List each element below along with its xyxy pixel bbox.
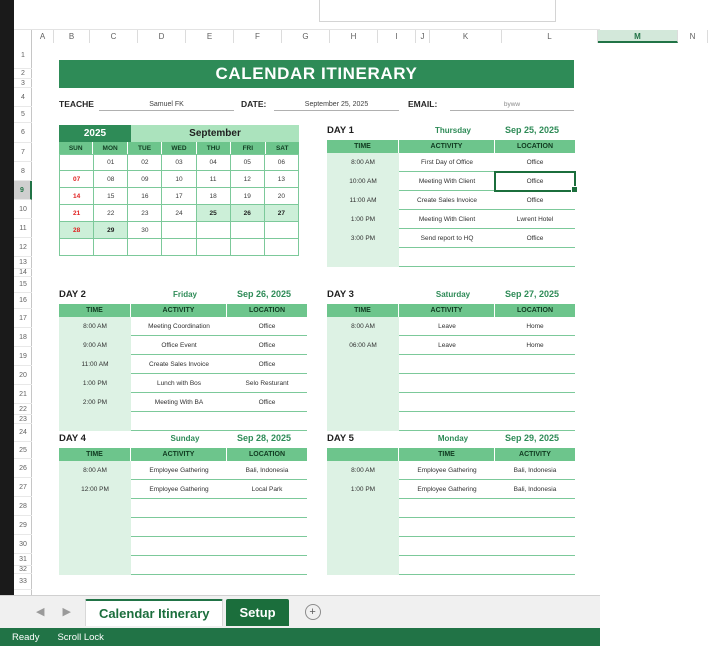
row-header-12[interactable]: 12 xyxy=(14,238,32,257)
cell-location[interactable]: Office xyxy=(495,191,575,210)
row-header-21[interactable]: 21 xyxy=(14,385,32,404)
next-sheet-icon[interactable]: ▶ xyxy=(62,605,71,618)
day-date: Sep 28, 2025 xyxy=(236,433,292,443)
calendar-day-empty[interactable] xyxy=(59,239,94,256)
day-panel-4[interactable] xyxy=(59,433,307,575)
day-header xyxy=(327,289,575,304)
column-header-blank xyxy=(327,448,399,461)
calendar-dow-sun: SUN xyxy=(59,142,93,154)
cell-location[interactable]: Bali, Indonesia xyxy=(495,480,575,499)
row-header-4[interactable]: 4 xyxy=(14,88,32,107)
day-number: DAY 3 xyxy=(327,289,354,300)
table-row[interactable] xyxy=(59,336,307,355)
cell-time[interactable]: 8:00 AM xyxy=(327,317,399,336)
calendar-day-14[interactable]: 14 xyxy=(59,188,94,205)
row-header-11[interactable]: 11 xyxy=(14,219,32,238)
cell-time[interactable]: 8:00 AM xyxy=(327,153,399,172)
cell-time[interactable] xyxy=(327,355,399,374)
column-header-a[interactable]: A xyxy=(32,30,54,43)
table-row[interactable] xyxy=(327,480,575,499)
row-header-25[interactable]: 25 xyxy=(14,442,32,459)
calendar-day-02[interactable]: 02 xyxy=(128,154,162,171)
calendar-day-empty[interactable] xyxy=(265,222,299,239)
column-header-n[interactable]: N xyxy=(678,30,708,43)
calendar-title-row xyxy=(59,125,299,142)
cell-activity[interactable]: Employee Gathering xyxy=(131,480,227,499)
table-row[interactable] xyxy=(327,191,575,210)
day-weekday: Saturday xyxy=(435,290,471,299)
row-header-26[interactable]: 26 xyxy=(14,459,32,478)
cell-activity[interactable]: Leave xyxy=(399,317,495,336)
table-row[interactable] xyxy=(59,317,307,336)
cell-time[interactable]: 11:00 AM xyxy=(327,191,399,210)
cell-time[interactable]: 8:00 AM xyxy=(327,461,399,480)
table-row[interactable] xyxy=(327,518,575,537)
left-gutter xyxy=(0,0,14,612)
email-value-field[interactable]: byww xyxy=(450,97,574,111)
day-panel-5[interactable] xyxy=(327,433,575,575)
cell-activity[interactable]: Create Sales Invoice xyxy=(399,191,495,210)
toolbar-panel-outline xyxy=(319,0,556,22)
column-header-location: LOCATION xyxy=(516,143,554,150)
teacher-value-field[interactable]: Samuel FK xyxy=(99,97,234,111)
cell-activity[interactable] xyxy=(399,374,495,393)
cell-location[interactable] xyxy=(495,355,575,374)
calendar-day-empty[interactable] xyxy=(162,239,196,256)
cell-location[interactable]: Office xyxy=(227,317,307,336)
cell-location[interactable] xyxy=(495,393,575,412)
column-header-time: TIME xyxy=(59,304,131,317)
calendar-day-13[interactable]: 13 xyxy=(265,171,299,188)
day-weekday: Thursday xyxy=(434,126,471,135)
cell-location[interactable]: Local Park xyxy=(227,480,307,499)
calendar-day-18[interactable]: 18 xyxy=(197,188,231,205)
cell-time[interactable] xyxy=(327,499,399,518)
calendar-day-24[interactable]: 24 xyxy=(162,205,196,222)
calendar-week-row xyxy=(59,188,299,205)
calendar-day-25[interactable]: 25 xyxy=(197,205,231,222)
column-header-l[interactable]: L xyxy=(502,30,598,43)
cell-time[interactable] xyxy=(59,556,131,575)
calendar-month: September xyxy=(131,125,299,142)
cell-location[interactable] xyxy=(227,518,307,537)
cell-location[interactable]: Home xyxy=(495,317,575,336)
row-header-20[interactable]: 20 xyxy=(14,366,32,385)
calendar-dow-wed: WED xyxy=(162,142,196,154)
cell-location[interactable]: Home xyxy=(495,336,575,355)
cell-activity[interactable]: Create Sales Invoice xyxy=(131,355,227,374)
calendar-day-empty[interactable] xyxy=(265,239,299,256)
month-calendar[interactable] xyxy=(59,125,299,256)
table-row[interactable] xyxy=(327,556,575,575)
calendar-day-empty[interactable] xyxy=(128,239,162,256)
calendar-day-04[interactable]: 04 xyxy=(197,154,231,171)
calendar-day-empty[interactable] xyxy=(59,154,94,171)
table-row[interactable] xyxy=(59,518,307,537)
calendar-dow-tue: TUE xyxy=(128,142,162,154)
day-date: Sep 29, 2025 xyxy=(504,433,560,443)
status-bar xyxy=(0,628,600,646)
table-row[interactable] xyxy=(327,153,575,172)
table-row[interactable] xyxy=(59,355,307,374)
day-panel-3[interactable] xyxy=(327,289,575,431)
cell-activity[interactable]: Lunch with Bos xyxy=(131,374,227,393)
cell-activity[interactable] xyxy=(399,537,495,556)
table-row[interactable] xyxy=(327,461,575,480)
cell-location[interactable] xyxy=(495,518,575,537)
day-header xyxy=(59,433,307,448)
cell-activity[interactable]: Office Event xyxy=(131,336,227,355)
calendar-day-19[interactable]: 19 xyxy=(231,188,265,205)
calendar-dow-thu: THU xyxy=(197,142,231,154)
column-header-location: LOCATION xyxy=(516,307,554,314)
table-row[interactable] xyxy=(59,537,307,556)
cell-time[interactable]: 2:00 PM xyxy=(59,393,131,412)
column-header-activity: ACTIVITY xyxy=(131,448,227,461)
table-row[interactable] xyxy=(327,336,575,355)
cell-location[interactable]: Lwrent Hotel xyxy=(495,210,575,229)
day-date: Sep 27, 2025 xyxy=(504,289,560,299)
cell-time[interactable] xyxy=(327,374,399,393)
day-weekday: Friday xyxy=(172,290,197,299)
calendar-week-row xyxy=(59,222,299,239)
day-header xyxy=(59,289,307,304)
date-value-field[interactable]: September 25, 2025 xyxy=(274,97,399,111)
cell-location[interactable]: Office xyxy=(227,355,307,374)
add-sheet-icon[interactable]: + xyxy=(305,604,321,620)
calendar-day-empty[interactable] xyxy=(94,239,128,256)
email-label: EMAIL: xyxy=(408,99,438,109)
cell-activity[interactable] xyxy=(399,393,495,412)
column-header-activity: ACTIVITY xyxy=(519,451,551,458)
cell-activity[interactable] xyxy=(399,248,495,267)
calendar-day-empty[interactable] xyxy=(231,239,265,256)
calendar-day-20[interactable]: 20 xyxy=(265,188,299,205)
table-row[interactable] xyxy=(59,556,307,575)
day-number: DAY 5 xyxy=(327,433,354,444)
worksheet-grid[interactable] xyxy=(32,43,600,612)
cell-location[interactable] xyxy=(495,556,575,575)
column-header-d[interactable]: D xyxy=(138,30,186,43)
column-header-m[interactable]: M xyxy=(598,30,678,43)
cell-activity[interactable] xyxy=(399,556,495,575)
column-header-time: TIME xyxy=(399,448,495,461)
cell-location[interactable] xyxy=(227,499,307,518)
table-row[interactable] xyxy=(59,412,307,431)
cell-location[interactable]: Office xyxy=(495,153,575,172)
day-number: DAY 4 xyxy=(59,433,86,444)
table-row[interactable] xyxy=(59,480,307,499)
calendar-day-23[interactable]: 23 xyxy=(128,205,162,222)
day-table-header xyxy=(327,304,575,317)
cell-location[interactable] xyxy=(227,556,307,575)
day-table-header xyxy=(59,448,307,461)
table-row[interactable] xyxy=(327,172,575,191)
column-header-h[interactable]: H xyxy=(330,30,378,43)
day-table-header xyxy=(327,448,575,461)
day-date: Sep 26, 2025 xyxy=(236,289,292,299)
cell-location[interactable] xyxy=(495,412,575,431)
column-header-e[interactable]: E xyxy=(186,30,234,43)
cell-location-selected[interactable]: Office xyxy=(495,172,575,191)
day-table-header xyxy=(327,140,575,153)
column-header-i[interactable]: I xyxy=(378,30,416,43)
row-header-13[interactable]: 13 xyxy=(14,257,32,269)
row-header-bar[interactable] xyxy=(14,43,32,612)
cell-time[interactable] xyxy=(59,499,131,518)
calendar-day-empty[interactable] xyxy=(197,222,231,239)
cell-time[interactable]: 12:00 PM xyxy=(59,480,131,499)
calendar-week-row xyxy=(59,171,299,188)
cell-time[interactable]: 1:00 PM xyxy=(327,210,399,229)
cell-activity[interactable]: First Day of Office xyxy=(399,153,495,172)
table-row[interactable] xyxy=(327,210,575,229)
cell-activity[interactable] xyxy=(131,499,227,518)
calendar-day-08[interactable]: 08 xyxy=(94,171,128,188)
row-header-10[interactable]: 10 xyxy=(14,200,32,219)
table-row[interactable] xyxy=(327,412,575,431)
calendar-day-29[interactable]: 29 xyxy=(94,222,128,239)
cell-activity[interactable]: Meeting With Client xyxy=(399,172,495,191)
cell-location[interactable]: Office xyxy=(495,229,575,248)
sheet-nav-buttons[interactable] xyxy=(36,607,71,618)
sheet-tab-setup[interactable]: Setup xyxy=(226,599,288,626)
table-row[interactable] xyxy=(59,461,307,480)
date-label: DATE: xyxy=(241,99,267,109)
row-header-15[interactable]: 15 xyxy=(14,277,32,293)
row-header-5[interactable]: 5 xyxy=(14,107,32,123)
cell-time[interactable]: 06:00 AM xyxy=(327,336,399,355)
calendar-day-05[interactable]: 05 xyxy=(231,154,265,171)
cell-activity[interactable] xyxy=(131,412,227,431)
cell-time[interactable] xyxy=(59,412,131,431)
table-row[interactable] xyxy=(327,374,575,393)
cell-location[interactable]: Office xyxy=(227,336,307,355)
calendar-day-28[interactable]: 28 xyxy=(59,222,94,239)
cell-time[interactable]: 1:00 PM xyxy=(327,480,399,499)
calendar-dow-sat: SAT xyxy=(266,142,299,154)
row-header-29[interactable]: 29 xyxy=(14,516,32,535)
cell-time[interactable] xyxy=(327,248,399,267)
cell-location[interactable] xyxy=(227,412,307,431)
row-header-9[interactable]: 9 xyxy=(14,181,32,200)
row-header-33[interactable]: 33 xyxy=(14,574,32,590)
row-header-7[interactable]: 7 xyxy=(14,143,32,162)
calendar-weekday-row xyxy=(59,142,299,154)
cell-time[interactable]: 3:00 PM xyxy=(327,229,399,248)
cell-time[interactable]: 9:00 AM xyxy=(59,336,131,355)
cell-activity[interactable] xyxy=(399,355,495,374)
column-header-j[interactable]: J xyxy=(416,30,430,43)
row-header-31[interactable]: 31 xyxy=(14,554,32,566)
cell-time[interactable] xyxy=(327,537,399,556)
cell-activity[interactable]: Meeting Coordination xyxy=(131,317,227,336)
cell-location[interactable]: Bali, Indonesia xyxy=(495,461,575,480)
cell-location[interactable] xyxy=(495,537,575,556)
calendar-body[interactable] xyxy=(59,154,299,256)
cell-activity[interactable]: Meeting With Client xyxy=(399,210,495,229)
day-header xyxy=(327,125,575,140)
cell-location[interactable]: Bali, Indonesia xyxy=(227,461,307,480)
cell-activity[interactable]: Leave xyxy=(399,336,495,355)
calendar-day-16[interactable]: 16 xyxy=(128,188,162,205)
column-header-time: TIME xyxy=(327,304,399,317)
column-header-c[interactable]: C xyxy=(90,30,138,43)
table-row[interactable] xyxy=(327,537,575,556)
cell-time[interactable]: 8:00 AM xyxy=(59,317,131,336)
table-row[interactable] xyxy=(59,499,307,518)
cell-activity[interactable]: Employee Gathering xyxy=(131,461,227,480)
day-weekday: Sunday xyxy=(170,434,200,443)
column-header-k[interactable]: K xyxy=(430,30,502,43)
calendar-day-empty[interactable] xyxy=(231,222,265,239)
calendar-week-row xyxy=(59,239,299,256)
column-header-location: LOCATION xyxy=(248,451,286,458)
column-header-location: LOCATION xyxy=(248,307,286,314)
day-panel-2[interactable] xyxy=(59,289,307,431)
column-header-bar[interactable] xyxy=(14,30,696,43)
calendar-day-11[interactable]: 11 xyxy=(197,171,231,188)
table-row[interactable] xyxy=(327,499,575,518)
teacher-label: TEACHE xyxy=(59,99,94,109)
cell-activity[interactable] xyxy=(399,518,495,537)
prev-sheet-icon[interactable]: ◀ xyxy=(36,605,45,618)
cell-time[interactable]: 11:00 AM xyxy=(59,355,131,374)
sheet-tab-bar[interactable] xyxy=(0,595,600,628)
table-row[interactable] xyxy=(59,393,307,412)
day-number: DAY 2 xyxy=(59,289,86,300)
cell-location[interactable] xyxy=(495,499,575,518)
column-header-f[interactable]: F xyxy=(234,30,282,43)
cell-activity[interactable] xyxy=(131,537,227,556)
toolbar-crop-area xyxy=(14,0,600,30)
sheet-tab-calendar-itinerary[interactable]: Calendar Itinerary xyxy=(85,599,224,626)
table-row[interactable] xyxy=(327,393,575,412)
row-header-17[interactable]: 17 xyxy=(14,309,32,328)
cell-time[interactable] xyxy=(327,556,399,575)
cell-activity[interactable]: Employee Gathering xyxy=(399,480,495,499)
calendar-day-17[interactable]: 17 xyxy=(162,188,196,205)
row-header-6[interactable]: 6 xyxy=(14,123,32,143)
cell-time[interactable] xyxy=(327,393,399,412)
cell-activity[interactable] xyxy=(131,556,227,575)
calendar-day-21[interactable]: 21 xyxy=(59,205,94,222)
calendar-day-03[interactable]: 03 xyxy=(162,154,196,171)
row-header-23[interactable]: 23 xyxy=(14,415,32,424)
calendar-day-empty[interactable] xyxy=(197,239,231,256)
cell-activity[interactable]: Send report to HQ xyxy=(399,229,495,248)
row-header-22[interactable]: 22 xyxy=(14,404,32,415)
status-scroll-lock: Scroll Lock xyxy=(57,631,104,643)
row-header-18[interactable]: 18 xyxy=(14,328,32,347)
day-date: Sep 25, 2025 xyxy=(504,125,560,135)
calendar-year: 2025 xyxy=(59,125,131,142)
cell-activity[interactable] xyxy=(399,412,495,431)
cell-time[interactable] xyxy=(59,537,131,556)
row-header-1[interactable]: 1 xyxy=(14,43,32,69)
cell-activity[interactable]: Meeting With BA xyxy=(131,393,227,412)
info-row xyxy=(59,97,574,113)
cell-time[interactable] xyxy=(327,518,399,537)
calendar-day-06[interactable]: 06 xyxy=(265,154,299,171)
page-title: CALENDAR ITINERARY xyxy=(59,60,574,88)
cell-time[interactable] xyxy=(59,518,131,537)
calendar-dow-mon: MON xyxy=(93,142,127,154)
table-row[interactable] xyxy=(327,248,575,267)
calendar-dow-fri: FRI xyxy=(231,142,265,154)
calendar-day-09[interactable]: 09 xyxy=(128,171,162,188)
cell-activity[interactable] xyxy=(399,499,495,518)
calendar-day-22[interactable]: 22 xyxy=(94,205,128,222)
calendar-day-30[interactable]: 30 xyxy=(128,222,162,239)
day-number: DAY 1 xyxy=(327,125,354,136)
row-header-27[interactable]: 27 xyxy=(14,478,32,497)
row-header-28[interactable]: 28 xyxy=(14,497,32,516)
table-row[interactable] xyxy=(327,355,575,374)
day-header xyxy=(327,433,575,448)
row-header-2[interactable]: 2 xyxy=(14,69,32,79)
column-header-time: TIME xyxy=(327,140,399,153)
calendar-day-01[interactable]: 01 xyxy=(94,154,128,171)
row-header-16[interactable]: 16 xyxy=(14,293,32,309)
calendar-week-row xyxy=(59,205,299,222)
cell-location[interactable] xyxy=(495,248,575,267)
day-weekday: Monday xyxy=(437,434,469,443)
row-header-14[interactable]: 14 xyxy=(14,269,32,277)
cell-time[interactable] xyxy=(327,412,399,431)
calendar-day-07[interactable]: 07 xyxy=(59,171,94,188)
cell-time[interactable]: 8:00 AM xyxy=(59,461,131,480)
column-header-activity: ACTIVITY xyxy=(131,304,227,317)
calendar-day-12[interactable]: 12 xyxy=(231,171,265,188)
calendar-day-10[interactable]: 10 xyxy=(162,171,196,188)
table-row[interactable] xyxy=(327,229,575,248)
cell-location[interactable]: Selo Resturant xyxy=(227,374,307,393)
cell-activity[interactable]: Employee Gathering xyxy=(399,461,495,480)
column-header-g[interactable]: G xyxy=(282,30,330,43)
row-header-8[interactable]: 8 xyxy=(14,162,32,181)
column-header-activity: ACTIVITY xyxy=(399,304,495,317)
column-header-time: TIME xyxy=(59,448,131,461)
table-row[interactable] xyxy=(327,317,575,336)
calendar-day-empty[interactable] xyxy=(162,222,196,239)
cell-location[interactable] xyxy=(227,537,307,556)
day-table-header xyxy=(59,304,307,317)
day-panel-1[interactable] xyxy=(327,125,575,267)
calendar-day-15[interactable]: 15 xyxy=(94,188,128,205)
cell-time[interactable]: 10:00 AM xyxy=(327,172,399,191)
cell-time[interactable]: 1:00 PM xyxy=(59,374,131,393)
table-row[interactable] xyxy=(59,374,307,393)
calendar-week-row xyxy=(59,154,299,171)
column-header-b[interactable]: B xyxy=(54,30,90,43)
cell-location[interactable] xyxy=(495,374,575,393)
calendar-day-27[interactable]: 27 xyxy=(265,205,299,222)
row-header-19[interactable]: 19 xyxy=(14,347,32,366)
row-header-32[interactable]: 32 xyxy=(14,566,32,574)
status-mode: Ready xyxy=(12,631,40,643)
row-header-24[interactable]: 24 xyxy=(14,424,32,442)
row-header-30[interactable]: 30 xyxy=(14,535,32,554)
row-header-3[interactable]: 3 xyxy=(14,79,32,88)
cell-location[interactable]: Office xyxy=(227,393,307,412)
calendar-day-26[interactable]: 26 xyxy=(231,205,265,222)
cell-activity[interactable] xyxy=(131,518,227,537)
column-header-activity: ACTIVITY xyxy=(399,140,495,153)
